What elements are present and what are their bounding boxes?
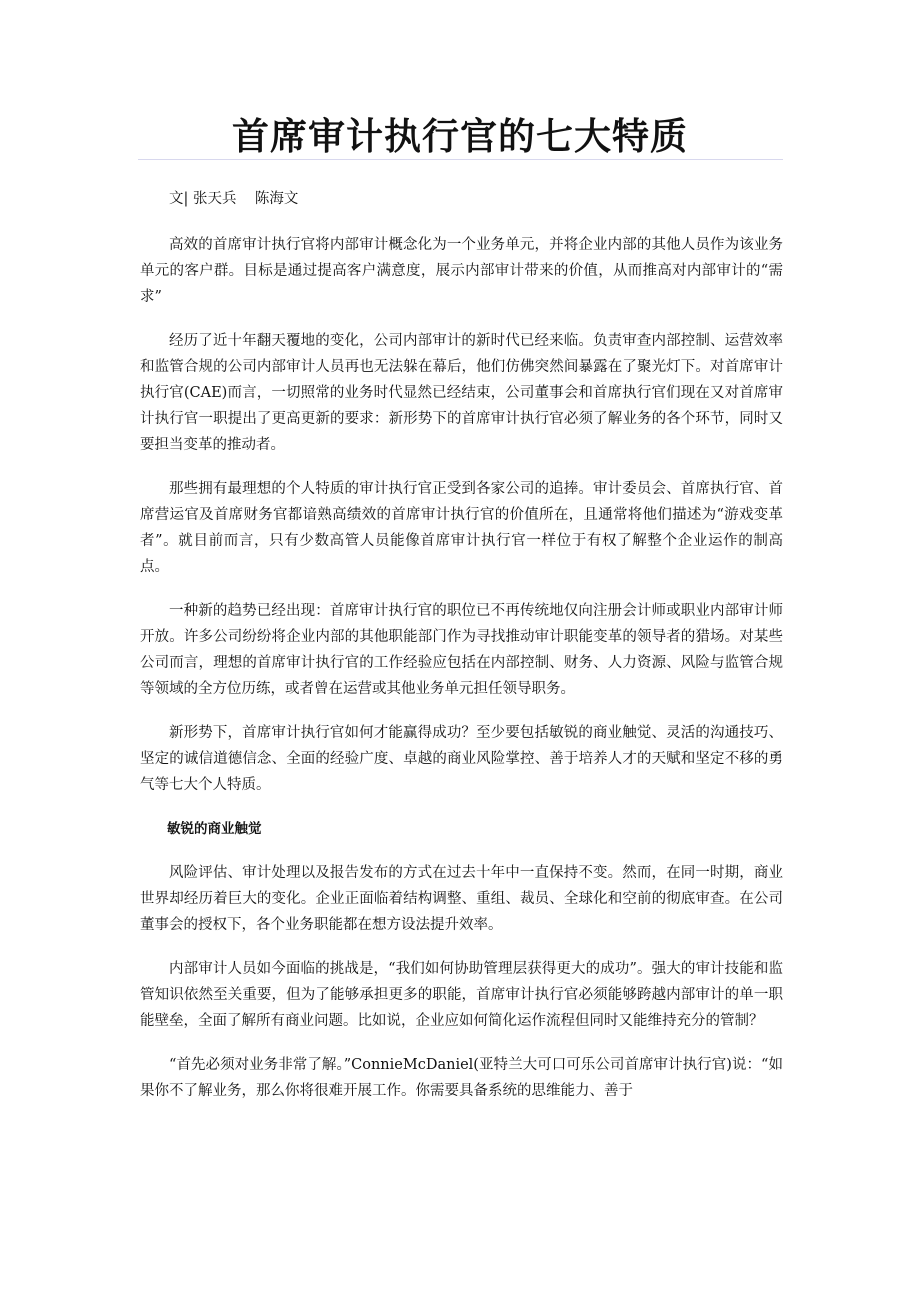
paragraph: 一种新的趋势已经出现：首席审计执行官的职位已不再传统地仅向注册会计师或职业内部审计师开放。许多公司纷纷将企业内部的其他职能部门作为寻找推动审计职能变革的领导者的猎场。对某些公司而言，理想的首席审计执行官的工作经验应包括在内部控制、财务、人力资源、风险与监管合规等领域的全方位历练，或者曾在运营或其他业务单元担任领导职务。 [140, 603, 783, 697]
paragraph: 新形势下，首席审计执行官如何才能赢得成功？至少要包括敏锐的商业触觉、灵活的沟通技巧、坚定的诚信道德信念、全面的经验广度、卓越的商业风险掌控、善于培养人才的天赋和坚定不移的勇气等七大个人特质。 [140, 725, 783, 793]
paragraph: 高效的首席审计执行官将内部审计概念化为一个业务单元，并将企业内部的其他人员作为该业务单元的客户群。目标是通过提高客户满意度，展示内部审计带来的价值，从而推高对内部审计的“需求” [140, 237, 783, 305]
paragraph: “首先必须对业务非常了解。”ConnieMcDaniel(亚特兰大可口可乐公司首席审计执行官)说：“如果你不了解业务，那么你将很难开展工作。你需要具备系统的思维能力、善于 [140, 1057, 783, 1099]
section-heading: 敏锐的商业触觉 [167, 821, 262, 837]
paragraph: 内部审计人员如今面临的挑战是，“我们如何协助管理层获得更大的成功”。强大的审计技能和监管知识依然至关重要，但为了能够承担更多的职能，首席审计执行官必须能够跨越内部审计的单一职能壁垒，全面了解所有商业问题。比如说，企业应如何简化运作流程但同时又能维持充分的管制？ [140, 961, 783, 1029]
document-title: 首席审计执行官的七大特质 [232, 114, 688, 158]
paragraph: 经历了近十年翻天覆地的变化，公司内部审计的新时代已经来临。负责审查内部控制、运营效率和监管合规的公司内部审计人员再也无法躲在幕后，他们仿佛突然间暴露在了聚光灯下。对首席审计执行官(CAE)而言，一切照常的业务时代显然已经结束，公司董事会和首席执行官们现在又对首席审计执行官一职提出了更高更新的要求：新形势下的首席审计执行官必须了解业务的各个环节，同时又要担当变革的推动者。 [140, 333, 783, 453]
document-body [140, 186, 783, 1122]
paragraph: 那些拥有最理想的个人特质的审计执行官正受到各家公司的追捧。审计委员会、首席执行官、首席营运官及首席财务官都谙熟高绩效的首席审计执行官的价值所在，且通常将他们描述为“游戏变革者”。就目前而言，只有少数高管人员能像首席审计执行官一样位于有权了解整个企业运作的制高点。 [140, 481, 783, 575]
byline: 文| 张天兵 陈海文 [169, 191, 299, 207]
title-divider [138, 159, 783, 160]
paragraph: 风险评估、审计处理以及报告发布的方式在过去十年中一直保持不变。然而，在同一时期，商业世界却经历着巨大的变化。企业正面临着结构调整、重组、裁员、全球化和空前的彻底审查。在公司董事会的授权下，各个业务职能都在想方设法提升效率。 [140, 865, 783, 933]
